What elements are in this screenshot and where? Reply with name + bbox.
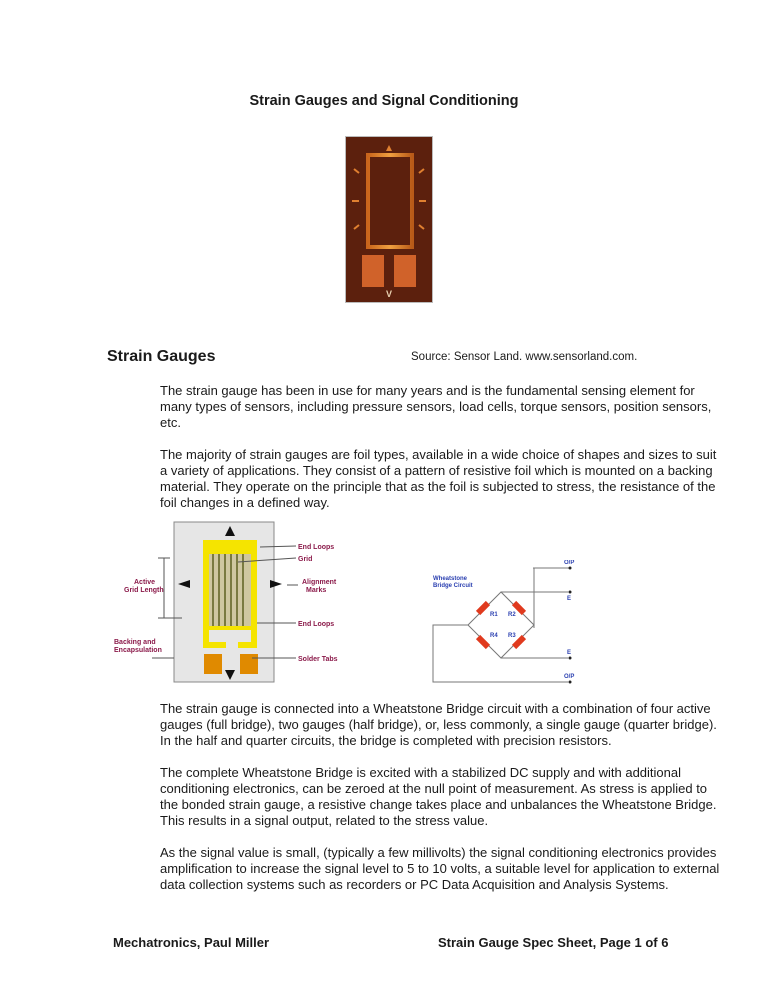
resistor-r2: R2: [508, 612, 516, 618]
paragraph-3: The strain gauge is connected into a Wheatstone Bridge circuit with a combination of four active gauges (full bridge), two gauges (half bridge), or, less commonly, a single gauge (quarter bridge). In the half and quarter circuits, the bridge is completed with precision resistors.: [160, 701, 717, 748]
resistor-r3: R3: [508, 633, 516, 639]
source-credit: Source: Sensor Land. www.sensorland.com.: [411, 351, 638, 363]
photo-mark: V: [385, 289, 393, 299]
strain-gauge-photo: [345, 136, 433, 303]
label-end-loops-bottom: End Loops: [298, 621, 335, 628]
strain-gauge-diagram: [112, 514, 348, 686]
bridge-title-2: Bridge Circuit: [433, 583, 473, 589]
label-active-2: Grid Length: [124, 587, 164, 594]
label-backing-2: Encapsulation: [114, 647, 162, 654]
label-alignment-2: Marks: [306, 587, 327, 594]
label-end-loops-top: End Loops: [298, 544, 335, 551]
footer-author: Mechatronics, Paul Miller: [113, 935, 270, 950]
section-heading: Strain Gauges: [107, 348, 216, 365]
label-grid: Grid: [298, 556, 313, 563]
label-alignment-1: Alignment: [302, 579, 337, 586]
label-active-1: Active: [134, 579, 156, 586]
document-title: Strain Gauges and Signal Conditioning: [249, 93, 519, 109]
terminal-e-top: E: [567, 596, 572, 602]
label-backing-1: Backing and: [114, 639, 156, 646]
resistor-r4: R4: [490, 633, 498, 639]
paragraph-1: The strain gauge has been in use for many years and is the fundamental sensing element for many types of sensors, including pressure sensors, load cells, torque sensors, position sensors, etc.: [160, 383, 712, 430]
bridge-title-1: Wheatstone: [433, 576, 468, 582]
terminal-op-bottom: O/P: [564, 674, 575, 680]
resistor-r1: R1: [490, 612, 498, 618]
terminal-e-bottom: E: [567, 650, 572, 656]
terminal-op-top: O/P: [564, 560, 575, 566]
paragraph-5: As the signal value is small, (typically a few millivolts) the signal conditioning electronics provides amplification to increase the signal level to 5 to 10 volts, a suitable level for application to external data collection systems such as recorders or PC Data Acquisition and Analysis Systems.: [160, 845, 720, 892]
wheatstone-bridge-diagram: [428, 560, 653, 690]
label-solder-tabs: Solder Tabs: [298, 656, 338, 663]
strain-gauge-photo-graphic: [346, 137, 432, 302]
footer-page-info: Strain Gauge Spec Sheet, Page 1 of 6: [438, 935, 669, 950]
paragraph-4: The complete Wheatstone Bridge is excited with a stabilized DC supply and with additional conditioning electronics, can be zeroed at the null point of measurement. As stress is applied to the bonded strain gauge, a resistive change takes place and unbalances the Wheatstone Bridge. This results in a signal output, related to the stress value.: [160, 765, 717, 828]
paragraph-2: The majority of strain gauges are foil types, available in a wide choice of shapes and sizes to suit a variety of applications. They consist of a pattern of resistive foil which is mounted on a backing material. They operate on the principle that as the foil is subjected to stress, the resistance of the foil changes in a defined way.: [160, 447, 717, 510]
